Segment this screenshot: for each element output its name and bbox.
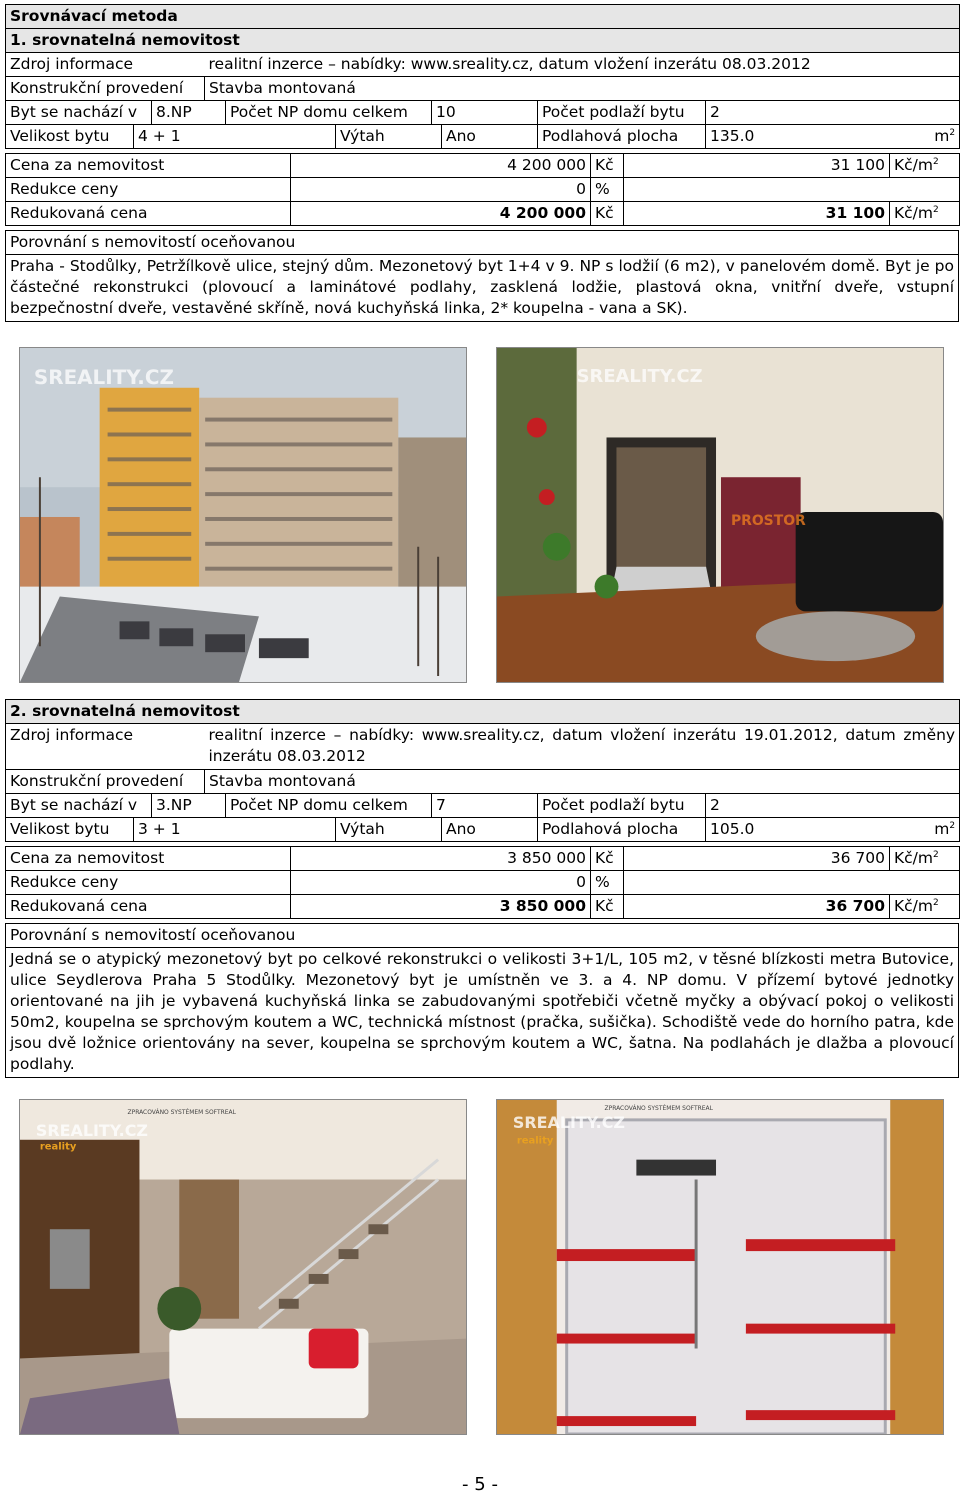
flat-floors-label: Počet podlaží bytu [538, 101, 706, 125]
source-value: realitní inzerce – nabídky: www.sreality.cz, datum vložení inzerátu 08.03.2012 [205, 53, 960, 77]
size-value: 3 + 1 [134, 818, 336, 842]
price-unit: Kč [591, 154, 624, 178]
area-label: Podlahová plocha [538, 818, 706, 842]
size-label: Velikost bytu [6, 125, 134, 149]
reduction-empty [624, 178, 960, 202]
construction-value: Stavba montovaná [205, 77, 960, 101]
reduced-per-m2-unit: $Kč/m^2$ [890, 202, 960, 226]
softreal-caption: ZPRACOVÁNO SYSTÉMEM SOFTREAL [127, 1108, 236, 1116]
photo-building-exterior [19, 347, 467, 683]
watermark-text: SREALITY.CZ [576, 365, 703, 387]
reduction-label: Redukce ceny [6, 178, 291, 202]
price-label: Cena za nemovitost [6, 847, 291, 871]
floor-label: Byt se nachází v [6, 101, 152, 125]
watermark-text: SREALITY.CZ [35, 1120, 148, 1140]
property-2-info-table [5, 699, 960, 842]
lift-value: Ano [442, 125, 538, 149]
source-label: Zdroj informace [6, 724, 205, 770]
price-value: 3 850 000 [291, 847, 591, 871]
area-label: Podlahová plocha [538, 125, 706, 149]
per-m2-unit: $Kč/m^2$ [890, 154, 960, 178]
reduction-value: 0 [291, 871, 591, 895]
softreal-caption: ZPRACOVÁNO SYSTÉMEM SOFTREAL [604, 1104, 713, 1112]
floor-value: 8.NP [152, 101, 226, 125]
source-value: realitní inzerce – nabídky: www.sreality.cz, datum vložení inzerátu 19.01.2012, datum změny inzerátu 08.03.2012 [205, 724, 960, 770]
watermark-text: SREALITY.CZ [33, 365, 174, 389]
reduced-unit: Kč [591, 895, 624, 919]
reduced-label: Redukovaná cena [6, 895, 291, 919]
property-2-comparison-table [5, 923, 959, 1078]
area-unit: $m^2$ [787, 125, 960, 149]
area-value: 105.0 [706, 818, 787, 842]
photo-open-living-area [19, 1099, 467, 1435]
property-2-price-table [5, 846, 960, 919]
price-label: Cena za nemovitost [6, 154, 291, 178]
section-title: Srovnávací metoda [6, 5, 960, 29]
price-value: 4 200 000 [291, 154, 591, 178]
reduction-label: Redukce ceny [6, 871, 291, 895]
area-value: 135.0 [706, 125, 787, 149]
size-value: 4 + 1 [134, 125, 336, 149]
source-label: Zdroj informace [6, 53, 205, 77]
page-number: - 5 - [462, 1474, 498, 1495]
property-1-comparison-table [5, 230, 959, 322]
photo-living-room [496, 347, 944, 683]
reduced-per-m2: 31 100 [624, 202, 890, 226]
photo-bathroom-shower [496, 1099, 944, 1435]
price-unit: Kč [591, 847, 624, 871]
property-1-info-table [5, 4, 960, 149]
agency-logo-text: reality [516, 1135, 554, 1147]
reduction-value: 0 [291, 178, 591, 202]
property-2-table-block [5, 699, 959, 1078]
property-description: Praha - Stodůlky, Petržílkově ulice, stejný dům. Mezonetový byt 1+4 v 9. NP s lodžií (6 m2), v panelovém domě. Byt je po částečné rekonstrukci (plovoucí a laminátové podlahy, zasklená lodžie, plastová okna, vnitřní dveře, vstupní bezpečnostní dveře, vestavěné skříně, nová kuchyňská linka, 2* koupelna - vana a SK). [6, 255, 959, 322]
price-per-m2: 31 100 [624, 154, 890, 178]
agency-logo-text: PROSTOR [730, 512, 806, 529]
reduced-per-m2-unit: $Kč/m^2$ [890, 895, 960, 919]
comparison-label: Porovnání s nemovitostí oceňovanou [6, 924, 959, 948]
flat-floors-value: 2 [706, 794, 960, 818]
size-label: Velikost bytu [6, 818, 134, 842]
property-1-table-block [5, 4, 959, 322]
price-per-m2: 36 700 [624, 847, 890, 871]
lift-label: Výtah [336, 125, 442, 149]
construction-label: Konstrukční provedení [6, 77, 205, 101]
reduced-value: 3 850 000 [291, 895, 591, 919]
property-heading: 2. srovnatelná nemovitost [6, 700, 960, 724]
reduced-value: 4 200 000 [291, 202, 591, 226]
floor-label: Byt se nachází v [6, 794, 152, 818]
lift-label: Výtah [336, 818, 442, 842]
flat-floors-label: Počet podlaží bytu [538, 794, 706, 818]
property-heading: 1. srovnatelná nemovitost [6, 29, 960, 53]
total-floors-label: Počet NP domu celkem [226, 794, 432, 818]
per-m2-unit: $Kč/m^2$ [890, 847, 960, 871]
construction-value: Stavba montovaná [205, 770, 960, 794]
reduced-per-m2: 36 700 [624, 895, 890, 919]
flat-floors-value: 2 [706, 101, 960, 125]
reduced-label: Redukovaná cena [6, 202, 291, 226]
reduced-unit: Kč [591, 202, 624, 226]
reduction-unit: % [591, 871, 624, 895]
watermark-text: SREALITY.CZ [512, 1112, 625, 1132]
lift-value: Ano [442, 818, 538, 842]
total-floors-value: 7 [432, 794, 538, 818]
total-floors-value: 10 [432, 101, 538, 125]
reduction-unit: % [591, 178, 624, 202]
total-floors-label: Počet NP domu celkem [226, 101, 432, 125]
floor-value: 3.NP [152, 794, 226, 818]
area-unit: $m^2$ [787, 818, 960, 842]
comparison-label: Porovnání s nemovitostí oceňovanou [6, 231, 959, 255]
property-description: Jedná se o atypický mezonetový byt po celkové rekonstrukci o velikosti 3+1/L, 105 m2, v těsné blízkosti metra Butovice, ulice Seydlerova Praha 5 Stodůlky. Mezonetový byt je umístněn ve 3. a 4. NP domu. V přízemí bytové jednotky orientované na jih je vybavená kuchyňská linka se zabudovanými spotřebiči včetně myčky a obývací pokoj o velikosti 50m2, koupelna se sprchovým koutem a WC, technická místnost (pračka, sušička). Schodiště vede do horního patra, kde jsou dvě ložnice orientovány na sever, koupelna se sprchovým koutem a WC, šatna. Na podlahách je dlažba a plovoucí podlahy. [6, 948, 959, 1078]
reduction-empty [624, 871, 960, 895]
construction-label: Konstrukční provedení [6, 770, 205, 794]
agency-logo-text: reality [39, 1141, 77, 1153]
property-1-price-table [5, 153, 960, 226]
